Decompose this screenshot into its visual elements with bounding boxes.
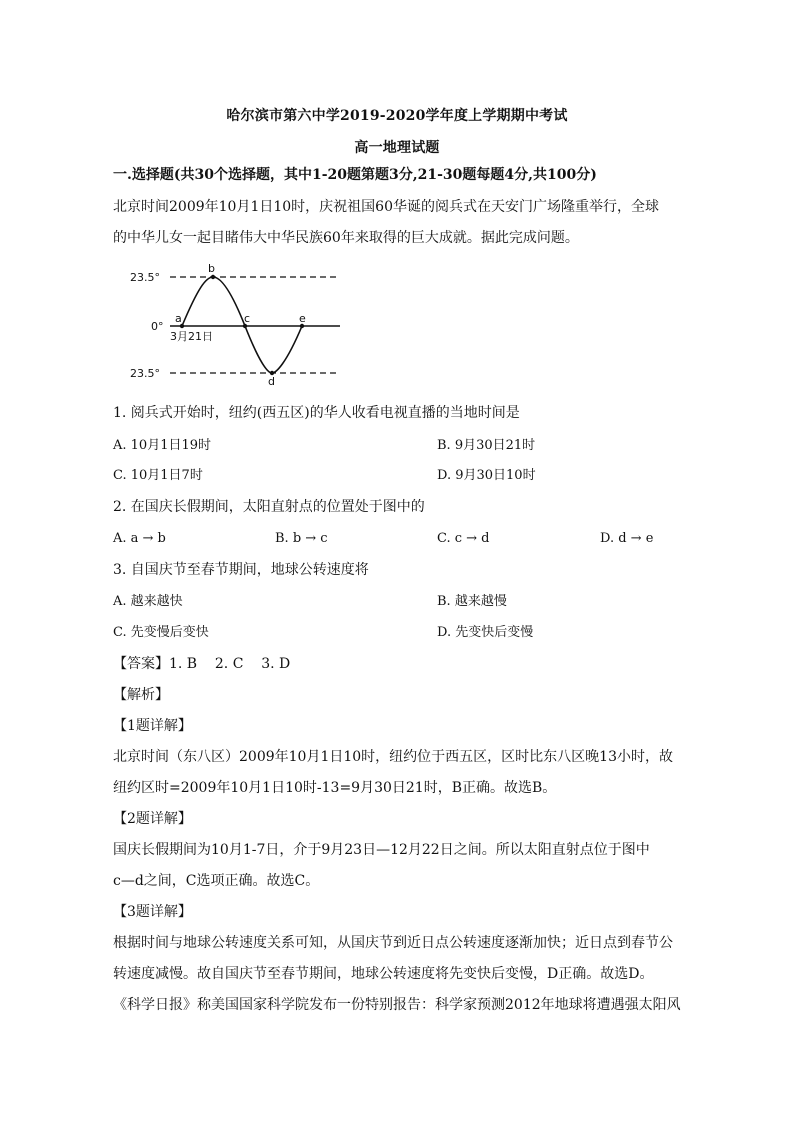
detail-2-heading: 【2题详解】 (113, 811, 192, 827)
q1-option-d: D. 9月30日10时 (437, 468, 536, 483)
q3-option-a: A. 越来越快 (113, 594, 183, 609)
next-passage-line-1: 《科学日报》称美国国家科学院发布一份特别报告：科学家预测2012年地球将遭遇强太阳风 (113, 997, 681, 1013)
q2-option-c: C. c → d (437, 531, 490, 546)
q3-stem: 3. 自国庆节至春节期间，地球公转速度将 (113, 562, 369, 578)
answer-line: 【答案】1. B 2. C 3. D (113, 656, 291, 672)
q2-stem: 2. 在国庆长假期间，太阳直射点的位置处于图中的 (113, 499, 425, 515)
sun-migration-curve (182, 277, 302, 373)
label-point-e: e (299, 312, 306, 325)
intro-line-2: 的中华儿女一起目睹伟大中华民族60年来取得的巨大成就。据此完成问题。 (113, 230, 579, 246)
detail-1-line-1: 北京时间（东八区）2009年10月1日10时，纽约位于西五区，区时比东八区晚13小时，故 (113, 749, 673, 765)
intro-line-1: 北京时间2009年10月1日10时，庆祝祖国60华诞的阅兵式在天安门广场隆重举行，全球 (113, 199, 659, 215)
detail-2-line-2: c—d之间，C选项正确。故选C。 (113, 873, 320, 889)
label-point-d: d (268, 375, 275, 388)
point-b-marker (211, 275, 215, 279)
q2-option-d: D. d → e (600, 531, 654, 546)
q2-option-a: A. a → b (113, 531, 166, 546)
sun-migration-figure (120, 260, 350, 390)
detail-3-line-2: 转速度减慢。故自国庆节至春节期间，地球公转速度将先变快后变慢，D正确。故选D。 (113, 966, 654, 982)
q3-option-b: B. 越来越慢 (437, 594, 507, 609)
detail-1-line-2: 纽约区时=2009年10月1日10时-13=9月30日21时，B正确。故选B。 (113, 780, 557, 796)
detail-1-heading: 【1题详解】 (113, 718, 192, 734)
label-23-5-south: 23.5° (130, 367, 160, 380)
detail-3-heading: 【3题详解】 (113, 904, 192, 920)
section-heading: 一.选择题(共30个选择题，其中1-20题第题3分,21-30题每题4分,共100分) (113, 167, 597, 183)
q1-option-a: A. 10月1日19时 (113, 438, 212, 453)
label-point-c: c (244, 312, 251, 325)
exam-title: 哈尔滨市第六中学2019-2020学年度上学期期中考试 (226, 108, 568, 124)
q1-stem: 1. 阅兵式开始时，纽约(西五区)的华人收看电视直播的当地时间是 (113, 405, 520, 421)
label-march-21: 3月21日 (170, 330, 213, 343)
analysis-heading: 【解析】 (113, 687, 169, 703)
q2-option-b: B. b → c (275, 531, 328, 546)
q1-option-c: C. 10月1日7时 (113, 468, 203, 483)
q3-option-c: C. 先变慢后变快 (113, 625, 209, 640)
detail-3-line-1: 根据时间与地球公转速度关系可知，从国庆节到近日点公转速度逐渐加快；近日点到春节公 (113, 935, 673, 951)
label-equator: 0° (151, 320, 164, 333)
q3-option-d: D. 先变快后变慢 (437, 625, 534, 640)
exam-subtitle: 高一地理试题 (354, 140, 440, 156)
label-23-5-north: 23.5° (130, 271, 160, 284)
detail-2-line-1: 国庆长假期间为10月1-7日，介于9月23日—12月22日之间。所以太阳直射点位于图中 (113, 842, 650, 858)
q1-option-b: B. 9月30日21时 (437, 438, 536, 453)
label-point-b: b (208, 262, 215, 275)
label-point-a: a (175, 312, 182, 325)
